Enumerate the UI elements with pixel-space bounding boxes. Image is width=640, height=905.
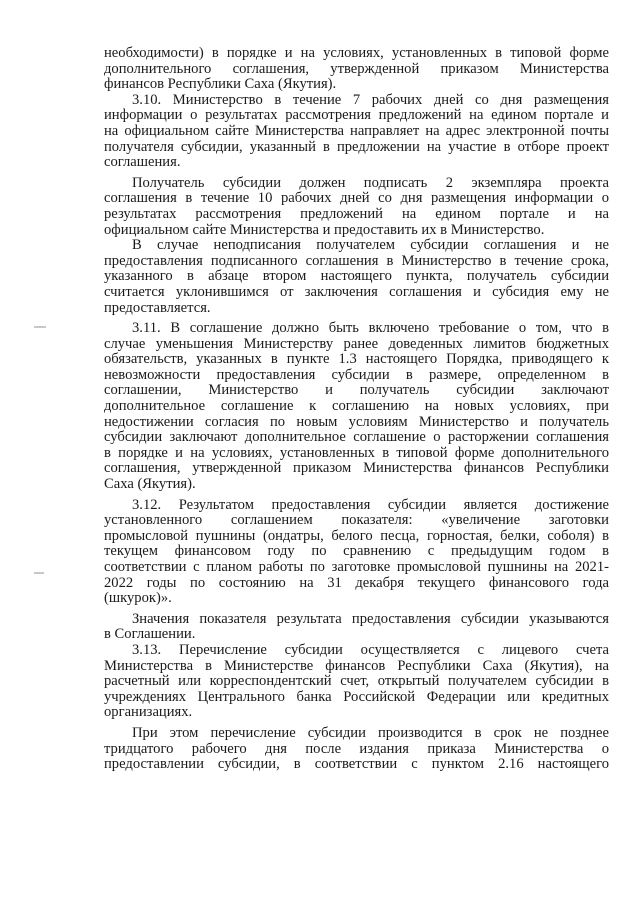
text-line: дополнительного соглашения, утвержденной приказом Министерства [104,60,609,77]
paragraph-non-signing [104,238,609,316]
paragraph-continuation [104,46,609,93]
text-line: предоставляется. [104,299,211,316]
text-line: предоставлении субсидии, в соответствии с пунктом 2.16 настоящего [104,756,609,773]
text-line: 3.13. Перечисление субсидии осуществляется с лицевого счета [132,641,609,658]
text-line: 3.10. Министерство в течение 7 рабочих дней со дня размещения [132,91,609,108]
text-line: организациях. [104,704,193,721]
paragraph-3-10 [104,93,609,171]
text-line: текущем финансовом году по сравнению с предыдущим годом в [104,543,609,560]
text-line: предоставления подписанного соглашения в Министерство в течение срока, [104,252,609,269]
scan-artifact [34,326,46,328]
text-line: При этом перечисление субсидии производится в срок не позднее [132,724,609,741]
text-line: информации о результатах рассмотрения предложений на едином портале и [104,107,609,124]
paragraph-3-12 [104,498,609,607]
paragraph-transfer-deadline [104,726,609,773]
text-line: установленного соглашением показателя: «увеличение заготовки [104,512,609,529]
text-line: 3.12. Результатом предоставления субсидии является достижение [132,496,609,513]
text-line: официальном сайте Министерства и предоставить их в Министерство. [104,221,545,238]
document-body [104,46,609,773]
text-line: финансов Республики Саха (Якутия). [104,76,337,93]
text-line: недостижении согласия по новым условиям Министерство и получатель [104,413,609,430]
text-line: случае уменьшения Министерству ранее доведенных лимитов бюджетных [104,335,609,352]
text-line: В случае неподписания получателем субсидии соглашения и не [132,237,609,254]
text-line: получателя субсидии, указанный в предложении на участие в отборе проект [104,138,609,155]
text-line: необходимости) в порядке и на условиях, установленных в типовой форме [104,45,609,61]
text-line: Саха (Якутия). [104,476,196,493]
text-line: указанного в абзаце втором настоящего пункта, получатель субсидии [104,268,609,285]
paragraph-indicator-values [104,612,609,643]
text-line: результатах рассмотрения предложений на едином портале и на [104,205,609,222]
paragraph-3-13 [104,643,609,721]
text-line: тридцатого рабочего дня после издания приказа Министерства о [104,740,609,757]
text-line: в порядке и на условиях, установленных в типовой форме дополнительного [104,444,609,461]
paragraph-3-11 [104,321,609,493]
text-line: Министерства в Министерстве финансов Республики Саха (Якутия), на [104,657,609,674]
text-line: Значения показателя результата предоставления субсидии указываются [132,610,609,627]
text-line: дополнительное соглашение к соглашению на новых условиях, при [104,398,609,415]
text-line: обязательств, указанных в пункте 1.3 настоящего Порядка, приводящего к [104,351,609,368]
text-line: считается уклонившимся от заключения соглашения и субсидия ему не [104,283,609,300]
text-line: 2022 годы по состоянию на 31 декабря текущего финансового года [104,574,609,591]
text-line: субсидии заключают дополнительное соглашение о расторжении соглашения [104,429,609,446]
text-line: соглашении, Министерство и получатель субсидии заключают [104,382,609,399]
text-line: учреждениях Центрального банка Российской Федерации или кредитных [104,688,609,705]
paragraph-recipient-sign [104,176,609,238]
text-line: невозможности предоставления субсидии в размере, определенном в [104,366,609,383]
text-line: соглашения, утвержденной приказом Министерства финансов Республики [104,460,609,477]
text-line: промысловой пушнины (ондатры, белого песца, горностая, белки, соболя) в [104,527,609,544]
text-line: в Соглашении. [104,626,196,643]
text-line: расчетный или корреспондентский счет, открытый получателем субсидии в [104,673,609,690]
text-line: соглашения в течение 10 рабочих дней со дня размещения информации о [104,190,609,207]
text-line: 3.11. В соглашение должно быть включено требование о том, что в [132,320,609,337]
text-line: соответствии с планом работы по заготовке промысловой пушнины на 2021- [104,559,609,575]
scan-artifact [34,572,44,574]
text-line: (шкурок)». [104,590,172,607]
text-line: соглашения. [104,154,181,171]
text-line: Получатель субсидии должен подписать 2 экземпляра проекта [132,174,609,191]
text-line: на официальном сайте Министерства направляет на адрес электронной почты [104,122,609,139]
